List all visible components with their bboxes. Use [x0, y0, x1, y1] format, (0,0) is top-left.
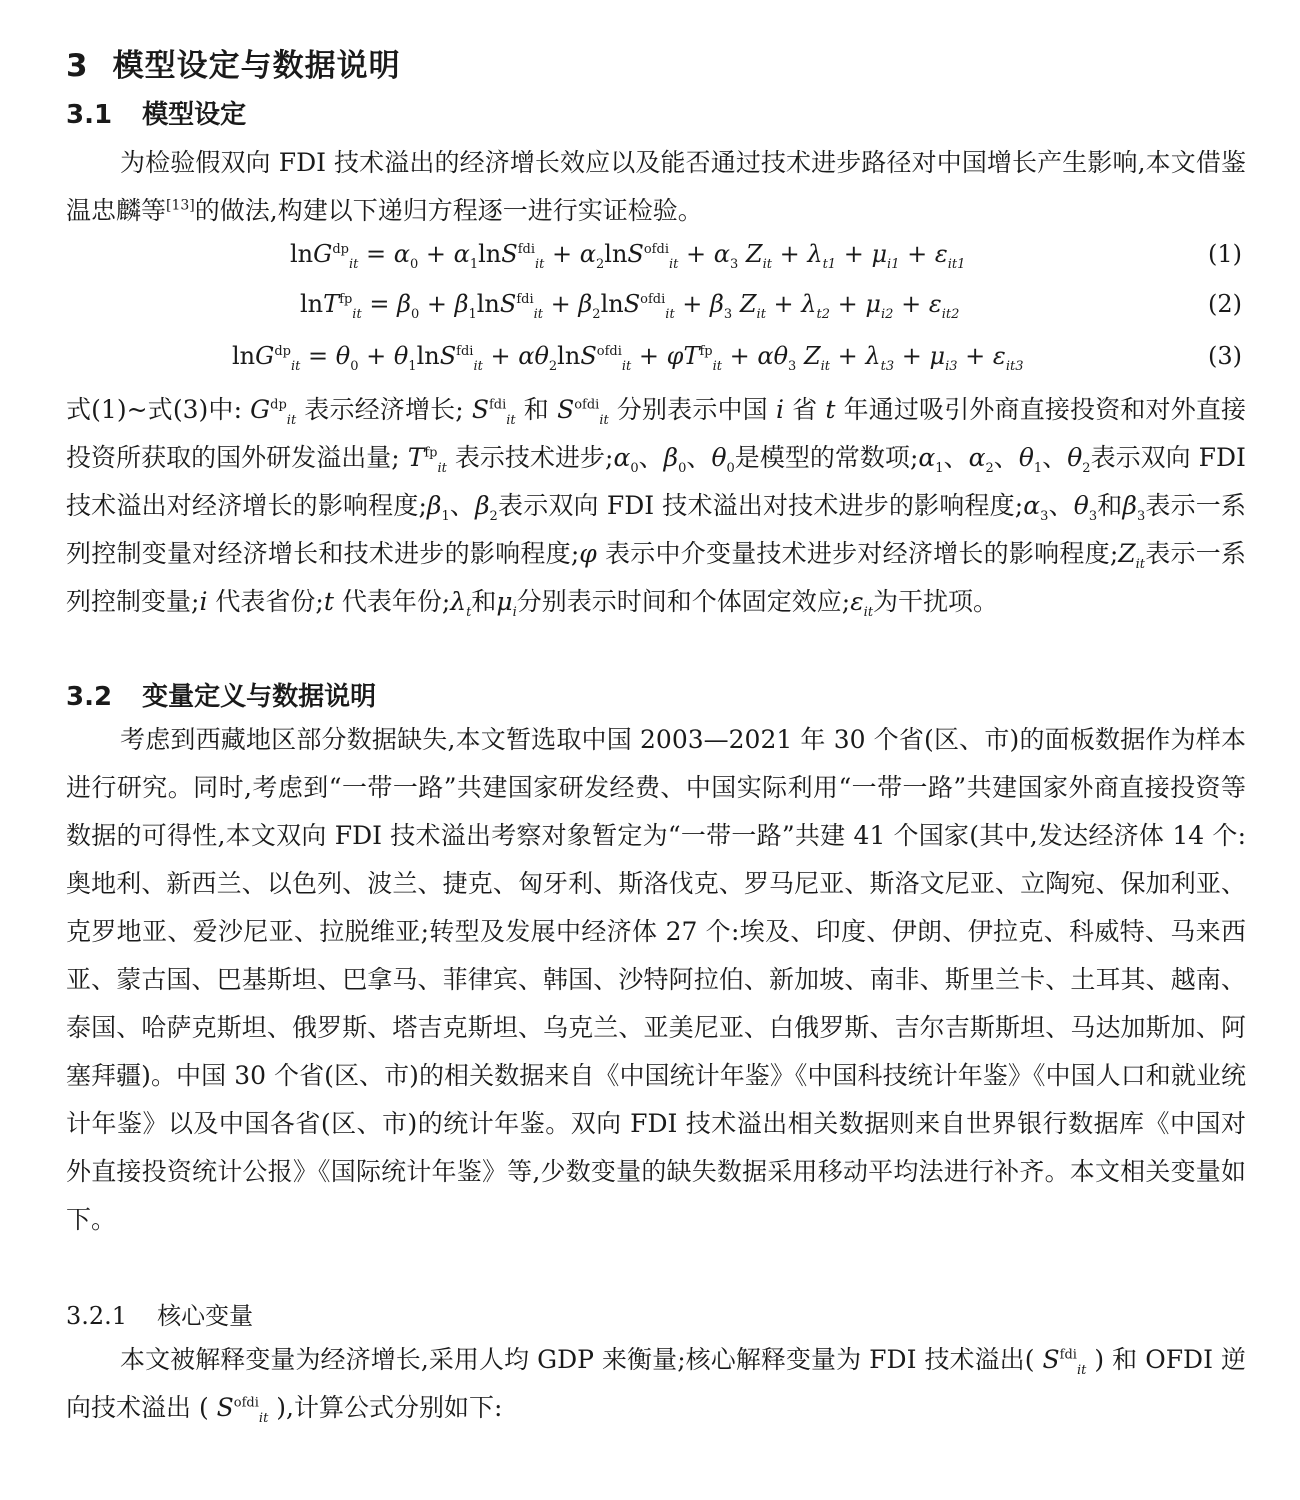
- paragraph-text: 代表年份;: [341, 587, 451, 616]
- paragraph-text: 分别表示时间和个体固定效应;: [516, 587, 851, 616]
- equation-number: (2): [1208, 290, 1242, 318]
- paragraph-text: 分别表示中国: [616, 395, 768, 424]
- paragraph-text: 表示经济增长;: [304, 395, 464, 424]
- paragraph-core-variables: 本文被解释变量为经济增长,采用人均 GDP 来衡量;核心解释变量为 FDI 技术溢出( $S^{fdi}_{it}$ ) 和 OFDI 逆向技术溢出 ( $S^{ofdi}_{it}$ ),计算公式分别如下:: [66, 1345, 1246, 1426]
- equation-1: [0, 240, 1300, 280]
- subsection-heading-3-2: [66, 676, 376, 713]
- section-heading: [66, 40, 401, 85]
- subsection-title: 模型设定: [142, 100, 247, 130]
- paragraph-text: 表示一系列控制变量对经济增长和技术进步的影响程度;: [66, 491, 1246, 568]
- section-number: 3: [66, 48, 89, 84]
- paragraph-text: 年通过吸引外商直接投资和对外直接投资所获取的国外研发溢出量;: [66, 395, 1247, 472]
- paragraph-model-intro: [66, 139, 1246, 235]
- paragraph-text: 表示双向 FDI 技术溢出对技术进步的影响程度;: [497, 491, 1024, 520]
- citation: [13]: [166, 197, 195, 214]
- paragraph-text: 是模型的常数项;: [734, 443, 919, 472]
- paragraph-text: 省: [792, 395, 818, 424]
- equation-expression: $\ln T^{fp}_{it} = \beta_0 + \beta_1\ln S^{fdi}_{it} + \beta_2\ln S^{ofdi}_{it} + \beta_3$ $Z_{it} + \lambda_{t2} + \mu_{i2} + \varepsilon_{it2}$: [300, 290, 960, 322]
- equation-number: (3): [1208, 342, 1242, 370]
- paragraph-text: 的做法,构建以下递归方程逐一进行实证检验。: [194, 196, 703, 225]
- subsection-heading-3-1: [66, 94, 246, 131]
- subsection-number: 3.2: [66, 682, 113, 712]
- paragraph-text: 本文被解释变量为经济增长,采用人均 GDP 来衡量;核心解释变量为 FDI 技术溢出(: [120, 1345, 1035, 1374]
- paragraph-text: ),计算公式分别如下:: [276, 1393, 503, 1422]
- paragraph-text: 和: [1097, 491, 1123, 520]
- equation-expression: $\ln G^{dp}_{it} = \theta_0 + \theta_1\ln S^{fdi}_{it} + \alpha\theta_2\ln S^{ofdi}_{it} + \varphi T^{fp}_{it} + \alpha\theta_3$ $Z_{it} + \lambda_{t3} + \mu_{i3} + \varepsilon_{it3}$: [232, 342, 1024, 374]
- paragraph-data-description: 考虑到西藏地区部分数据缺失,本文暂选取中国 2003—2021 年 30 个省(区、市)的面板数据作为样本进行研究。同时,考虑到“一带一路”共建国家研发经费、中国实际利用“一带一路”共建国家外商直接投资等数据的可得性,本文双向 FDI 技术溢出考察对象暂定为“一带一路”共建 41 个国家(其中,发达经济体 14 个:奥地利、新西兰、以色列、波兰、捷克、匈牙利、斯洛伐克、罗马尼亚、斯洛文尼亚、立陶宛、保加利亚、克罗地亚、爱沙尼亚、拉脱维亚;转型及发展中经济体 27 个:埃及、印度、伊朗、伊拉克、科威特、马来西亚、蒙古国、巴基斯坦、巴拿马、菲律宾、韩国、沙特阿拉伯、新加坡、南非、斯里兰卡、土耳其、越南、泰国、哈萨克斯坦、俄罗斯、塔吉克斯坦、乌克兰、亚美尼亚、白俄罗斯、吉尔吉斯斯坦、马达加斯加、阿塞拜疆)。中国 30 个省(区、市)的相关数据来自《中国统计年鉴》《中国科技统计年鉴》《中国人口和就业统计年鉴》以及中国各省(区、市)的统计年鉴。双向 FDI 技术溢出相关数据则来自世界银行数据库《中国对外直接投资统计公报》《国际统计年鉴》等,少数变量的缺失数据采用移动平均法进行补齐。本文相关变量如下。: [66, 725, 1246, 1234]
- equation-3: [0, 342, 1300, 382]
- paragraph-text: 和: [471, 587, 497, 616]
- paragraph-text: 为检验假双向 FDI 技术溢出的经济增长效应以及能否通过技术进步路径对中国增长产生影响,本文借鉴温忠麟等: [66, 148, 1246, 225]
- subsubsection-title: 核心变量: [157, 1302, 254, 1330]
- paragraph-text: 表示一系列控制变量;: [66, 539, 1246, 616]
- equation-number: (1): [1208, 240, 1242, 268]
- paragraph-text: 和: [523, 395, 549, 424]
- paragraph-variable-explanation: 式(1)~式(3)中: $G^{dp}_{it}$ 表示经济增长; $S^{fdi}_{it}$ 和 $S^{ofdi}_{it}$ 分别表示中国 i 省 t 年通过吸引外商直接投资和对外直接投资所获取的国外研发溢出量; $T^{fp}_{it}$ 表示技术进步$;\alpha_0$、$\beta_0$、$\theta_0$是模型的常数项$;\alpha_1$、$\alpha_2$、$\theta_1$、$\theta_2$表示双向 FDI 技术溢出对经济增长的影响程度$;\beta_1$、$\beta_2$表示双向 FDI 技术溢出对技术进步的影响程度$;\alpha_3$、$\theta_3$和$\beta_3$表示一系列控制变量对经济增长和技术进步的影响程度;φ 表示中介变量技术进步对经济增长的影响程度$;Z_{it}$表示一系列控制变量;i 代表省份;t 代表年份$;\lambda_t$和$\mu_i$分别表示时间和个体固定效应$;\varepsilon_{it}$为干扰项。: [66, 395, 1247, 620]
- paragraph-text: 表示中介变量技术进步对经济增长的影响程度;: [604, 539, 1119, 568]
- paragraph-text: 为干扰项。: [873, 587, 999, 616]
- subsection-number: 3.1: [66, 100, 113, 130]
- subsection-title: 变量定义与数据说明: [142, 682, 377, 712]
- paragraph-text: 式(1)~式(3)中:: [66, 395, 243, 424]
- equation-2: [0, 290, 1300, 330]
- equation-expression: $\ln G^{dp}_{it} = \alpha_0 + \alpha_1\ln S^{fdi}_{it} + \alpha_2\ln S^{ofdi}_{it} + \alpha_3$ $Z_{it} + \lambda_{t1} + \mu_{i1} + \varepsilon_{it1}$: [290, 240, 966, 272]
- paragraph-text: 代表省份;: [215, 587, 324, 616]
- subsubsection-number: 3.2.1: [66, 1302, 128, 1330]
- section-title: 模型设定与数据说明: [112, 48, 401, 84]
- subsubsection-heading-3-2-1: [66, 1296, 253, 1331]
- paragraph-text: 表示技术进步;: [454, 443, 614, 472]
- paragraph-text: ) 和 OFDI 逆向技术溢出 (: [66, 1345, 1246, 1422]
- paragraph-text: 表示双向 FDI 技术溢出对经济增长的影响程度;: [66, 443, 1246, 520]
